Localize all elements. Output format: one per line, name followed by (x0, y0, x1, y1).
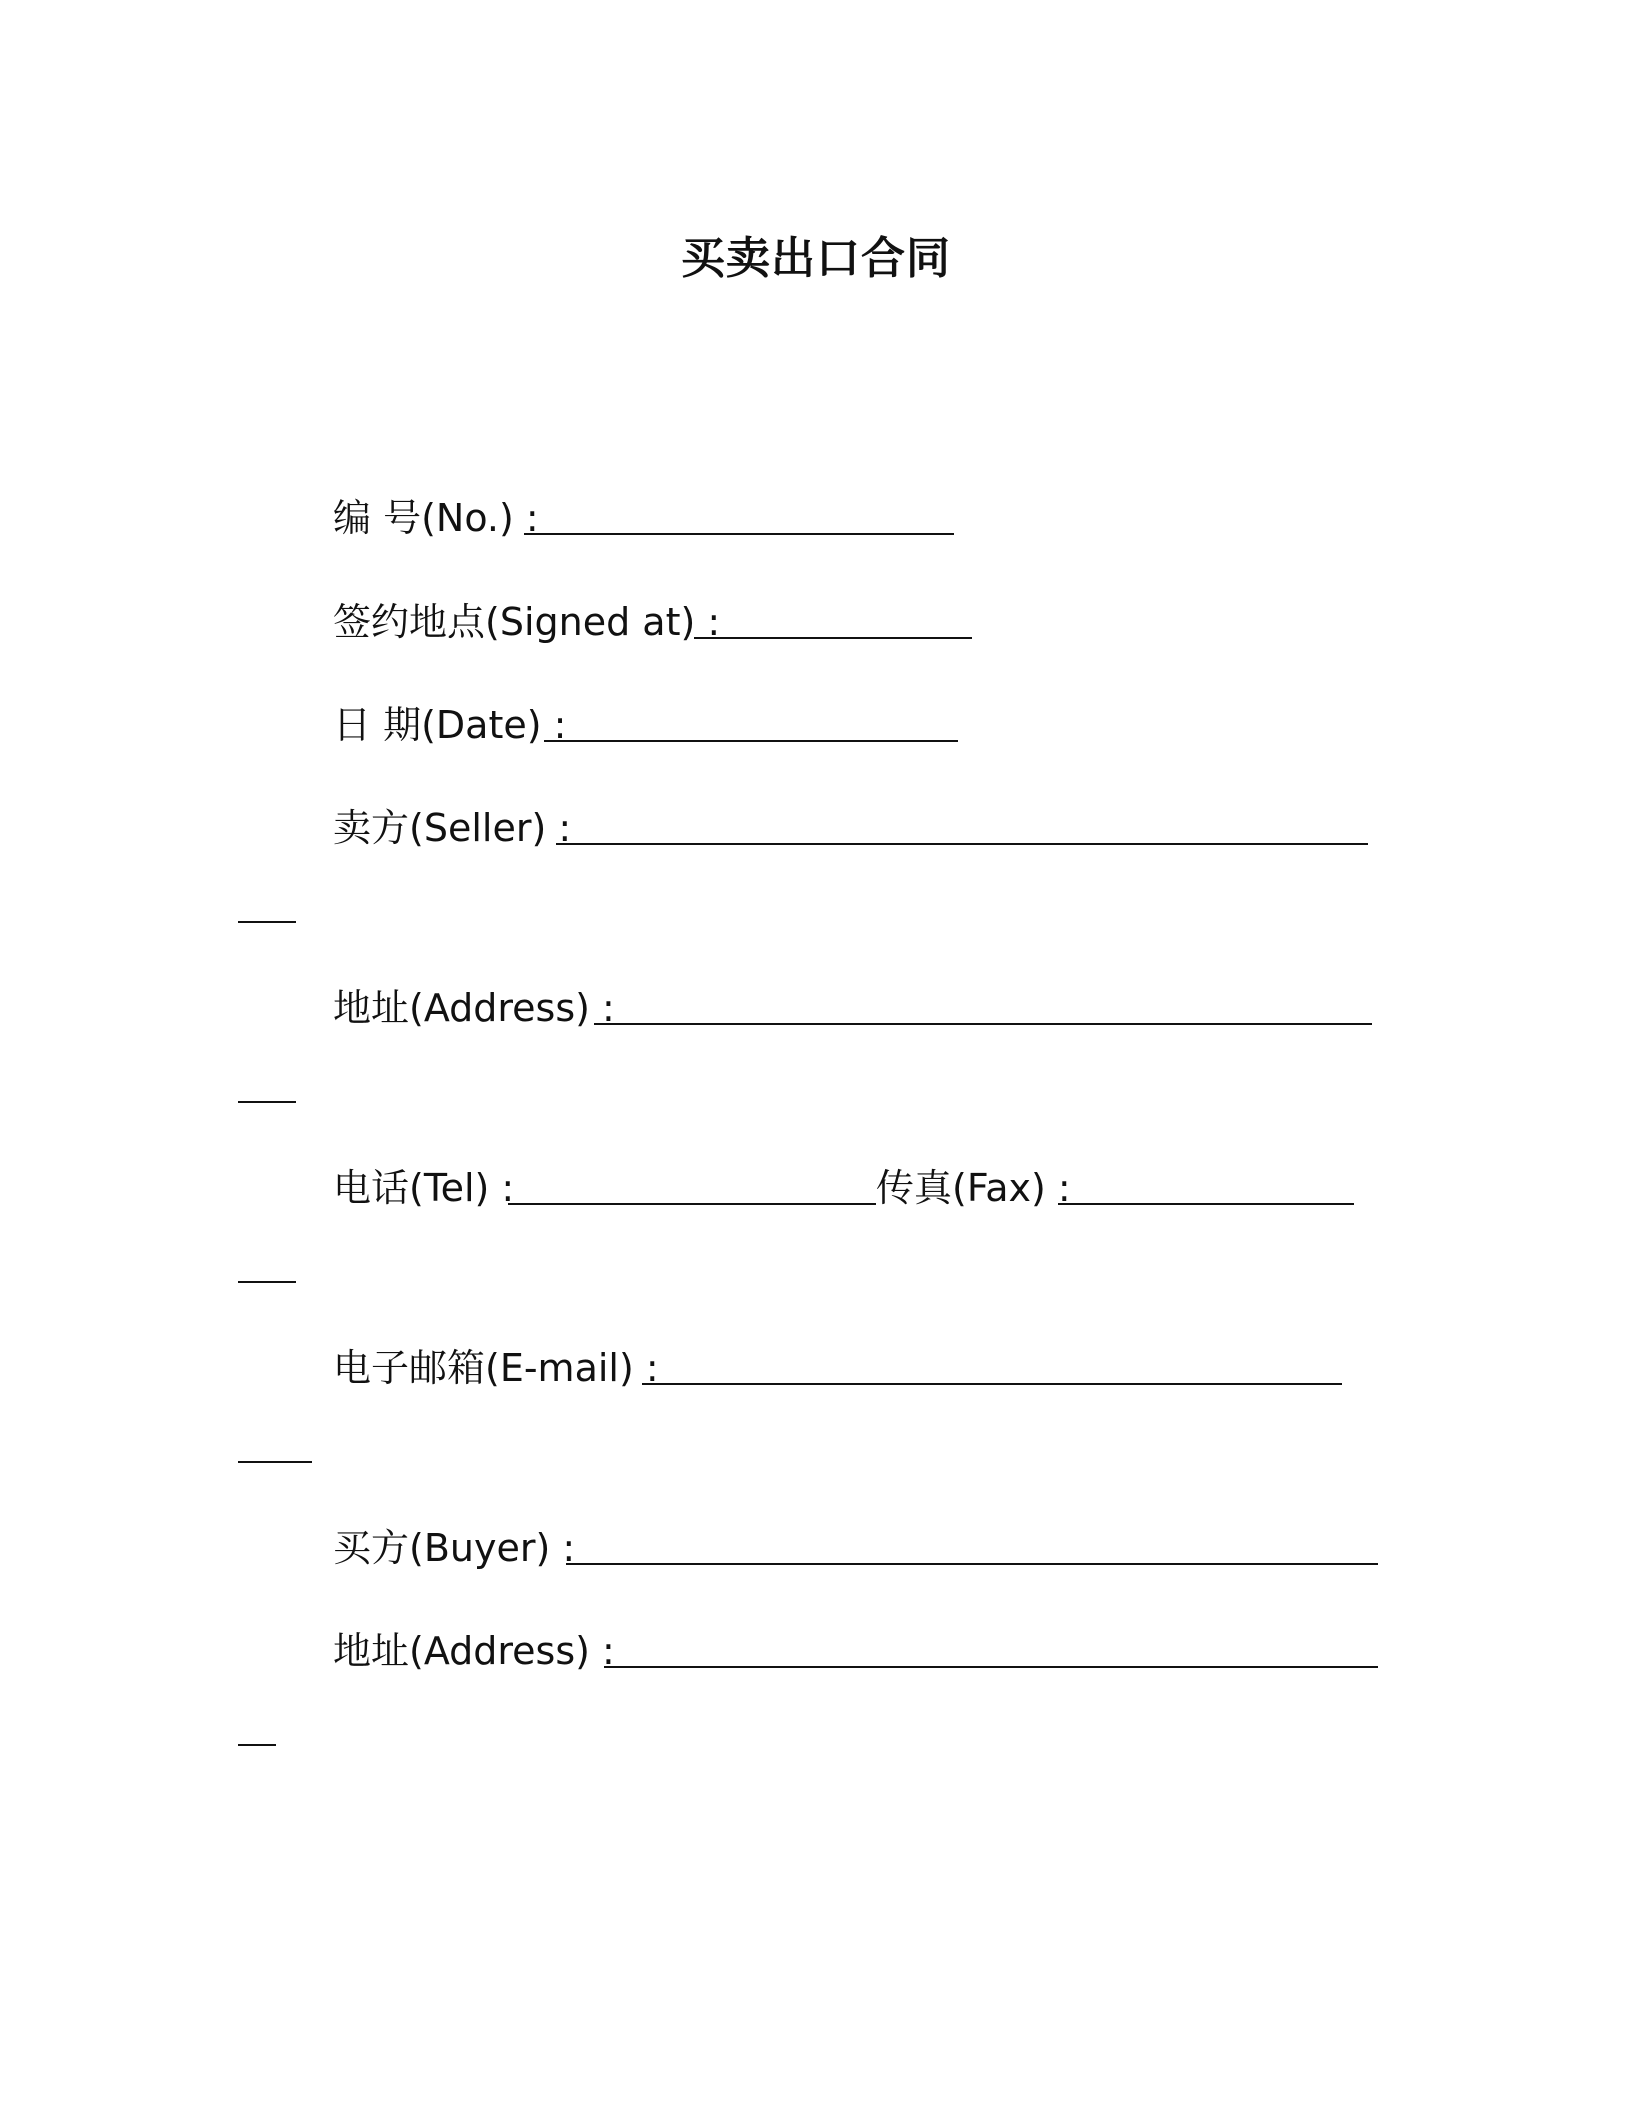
tel-field (333, 1158, 514, 1218)
email-label: 电子邮箱(E-mail) : (333, 1346, 659, 1390)
buyer-address-blank-continued[interactable] (238, 1744, 276, 1746)
seller-address-field (333, 978, 615, 1038)
email-blank[interactable] (642, 1383, 1342, 1385)
number-blank[interactable] (524, 533, 954, 535)
number-field (333, 488, 539, 548)
buyer-address-label: 地址(Address) : (333, 1629, 615, 1673)
fax-field (876, 1158, 1071, 1218)
email-field (333, 1338, 659, 1398)
signed-at-blank[interactable] (694, 637, 972, 639)
seller-field (333, 798, 571, 858)
tel-label: 电话(Tel) : (333, 1166, 515, 1210)
seller-address-blank[interactable] (594, 1023, 1372, 1025)
seller-blank[interactable] (556, 843, 1368, 845)
date-blank[interactable] (544, 740, 958, 742)
fax-label: 传真(Fax) : (876, 1166, 1071, 1210)
seller-address-label: 地址(Address) : (333, 986, 615, 1030)
buyer-blank[interactable] (566, 1563, 1378, 1565)
buyer-address-field (333, 1621, 615, 1681)
buyer-label: 买方(Buyer) : (333, 1526, 576, 1570)
seller-address-blank-continued[interactable] (238, 1101, 296, 1103)
signed-at-label: 签约地点(Signed at) : (333, 600, 721, 644)
buyer-address-blank[interactable] (604, 1666, 1378, 1668)
email-blank-continued[interactable] (238, 1461, 312, 1463)
seller-blank-continued[interactable] (238, 921, 296, 923)
tel-blank[interactable] (508, 1203, 876, 1205)
date-label: 日 期(Date) : (333, 703, 567, 747)
number-label: 编 号(No.) : (333, 496, 539, 540)
signed-at-field (333, 592, 720, 652)
fax-blank-continued[interactable] (238, 1281, 296, 1283)
seller-label: 卖方(Seller) : (333, 806, 572, 850)
contract-title: 买卖出口合同 (681, 233, 951, 284)
date-field (333, 695, 566, 755)
fax-blank[interactable] (1058, 1203, 1354, 1205)
buyer-field (333, 1518, 575, 1578)
